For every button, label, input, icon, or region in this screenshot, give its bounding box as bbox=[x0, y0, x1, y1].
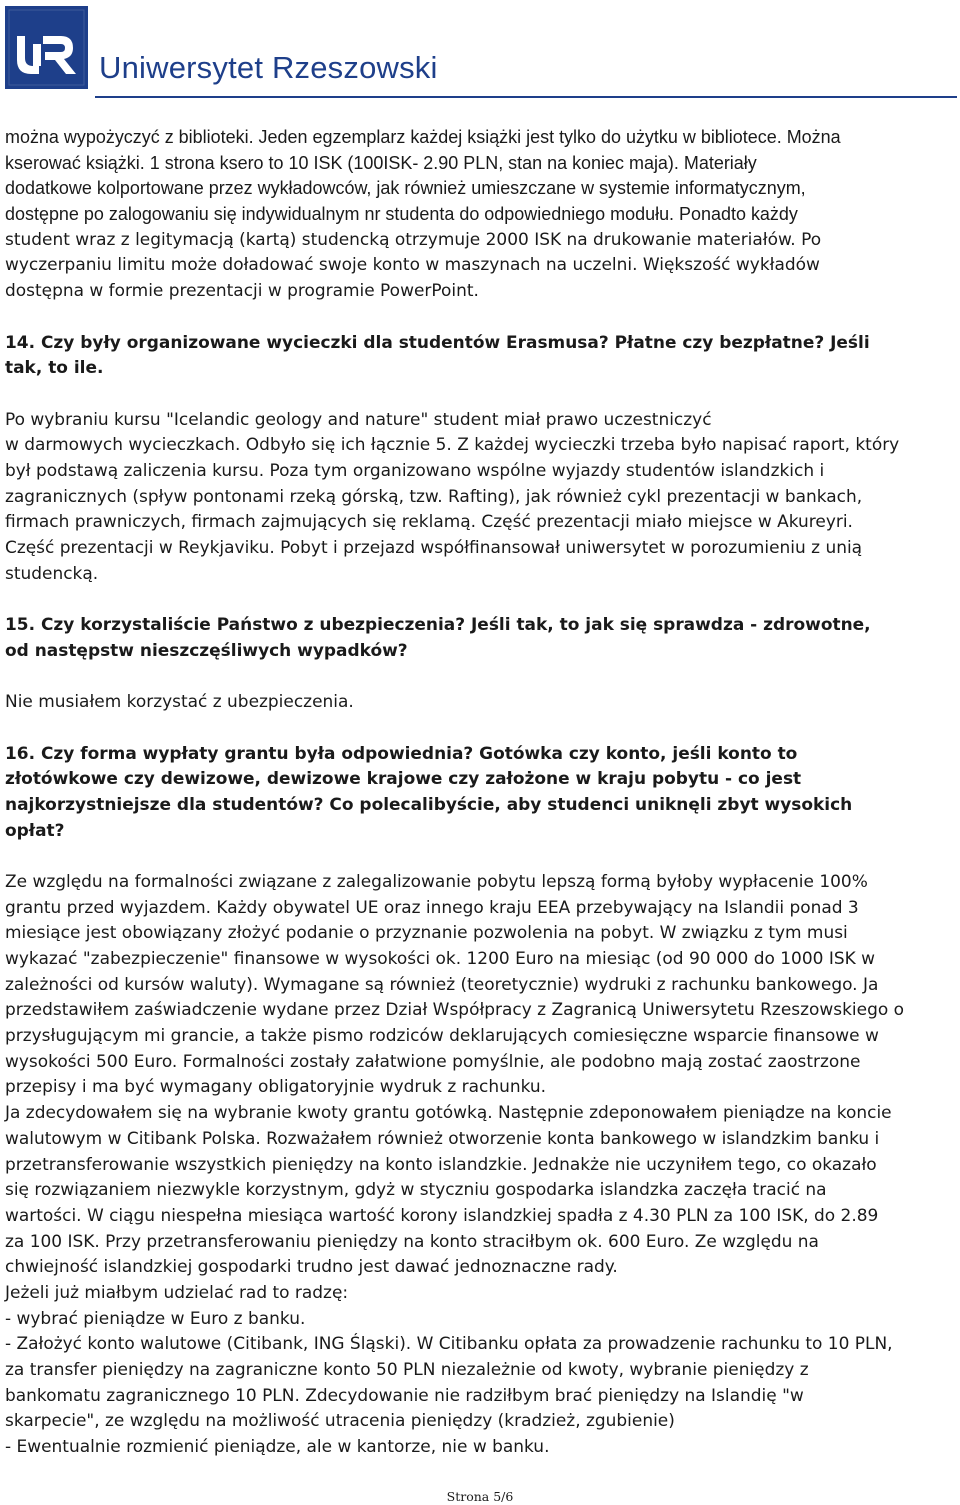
answer-14 bbox=[5, 408, 957, 588]
text-line: można wypożyczyć z biblioteki. Jeden egzemplarz każdej książki jest tylko do użytku w bibliotece. Można bbox=[5, 127, 841, 147]
answer-line: przepisy i ma być wymagany obligatoryjnie wydruk z rachunku. bbox=[5, 1077, 547, 1098]
answer-line: chwiejność islandzkiej gospodarki trudno jest dawać jednoznaczne rady. bbox=[5, 1257, 618, 1278]
text-line: wyczerpaniu limitu może doładować swoje konto w maszynach na uczelni. Większość wykładów bbox=[5, 255, 820, 276]
question-line: najkorzystniejsze dla studentów? Co polecalibyście, aby studenci uniknęli zbyt wysokich bbox=[5, 794, 853, 815]
question-line: tak, to ile. bbox=[5, 358, 104, 379]
header-divider bbox=[95, 96, 957, 98]
question-line: 14. Czy były organizowane wycieczki dla studentów Erasmusa? Płatne czy bezpłatne? Jeśli bbox=[5, 332, 870, 353]
question-line: złotówkowe czy dewizowe, dewizowe krajowe czy założone w kraju pobytu - co jest bbox=[5, 769, 802, 790]
answer-line: przysługującym mi grancie, a także pismo rodziców deklarujących comiesięczne wsparcie finansowe w bbox=[5, 1026, 879, 1047]
text-line: kserować książki. 1 strona ksero to 10 ISK (100ISK- 2.90 PLN, stan na koniec maja). Materiały bbox=[5, 152, 757, 173]
question-line: 15. Czy korzystaliście Państwo z ubezpieczenia? Jeśli tak, to jak się sprawdza - zdrowotne, bbox=[5, 615, 871, 636]
text-line: student wraz z legitymacją (kartą) studencką otrzymuje 2000 ISK na drukowanie materiałów. Po bbox=[5, 229, 822, 250]
page-header bbox=[0, 0, 960, 98]
answer-line: się rozwiązaniem niezwykle korzystnym, gdyż w styczniu gospodarka islandzka zaczęła tracić na bbox=[5, 1180, 827, 1201]
answer-line: studencką. bbox=[5, 563, 99, 584]
text-line: dodatkowe kolportowane przez wykładowców, jak również umieszczane w systemie informatycznym, bbox=[5, 178, 806, 199]
answer-line: przedstawiłem zaświadczenie wydane przez Dział Współpracy z Zagranicą Uniwersytetu Rzeszowskiego o bbox=[5, 1000, 904, 1021]
answer-line: wysokości 500 Euro. Formalności zostały załatwione pomyślnie, ale podobno mają zostać zaostrzone bbox=[5, 1051, 861, 1072]
answer-line: - wybrać pieniądze w Euro z banku. bbox=[5, 1308, 306, 1329]
answer-line: był podstawą zaliczenia kursu. Poza tym organizowano wspólne wyjazdy studentów islandzkich i bbox=[5, 460, 825, 481]
answer-line: - Założyć konto walutowe (Citibank, ING Śląski). W Citibanku opłata za prowadzenie rachunku to 10 PLN, bbox=[5, 1334, 893, 1355]
page-number: Strona 5/6 bbox=[446, 1489, 514, 1504]
text-line: dostępna w formie prezentacji w programie PowerPoint. bbox=[5, 281, 479, 302]
answer-line: w darmowych wycieczkach. Odbyło się ich łącznie 5. Z każdej wycieczki trzeba było napisać raport, który bbox=[5, 435, 900, 456]
university-logo bbox=[5, 6, 88, 89]
question-16 bbox=[5, 742, 957, 845]
ur-logo-icon bbox=[5, 6, 88, 89]
answer-15 bbox=[5, 690, 957, 716]
answer-line: wartości. W ciągu niespełna miesiąca wartość korony islandzkiej spadła z 4.30 PLN za 100 ISK, do 2.89 bbox=[5, 1205, 879, 1226]
answer-line: firmach prawniczych, firmach zajmujących się reklamą. Część prezentacji miało miejsce w Akureyri. bbox=[5, 512, 853, 533]
answer-line: wykazać "zabezpieczenie" finansowe w wysokości ok. 1200 Euro na miesiąc (od 90 000 do 1000 ISK w bbox=[5, 949, 875, 969]
question-14 bbox=[5, 331, 957, 382]
answer-line: za 100 ISK. Przy przetransferowaniu pieniędzy na konto straciłbym ok. 600 Euro. Ze względu na bbox=[5, 1231, 819, 1252]
answer-line: Nie musiałem korzystać z ubezpieczenia. bbox=[5, 692, 354, 713]
answer-line: grantu przed wyjazdem. Każdy obywatel UE oraz innego kraju EEA przebywający na Islandii ponad 3 bbox=[5, 897, 859, 918]
question-line: od następstw nieszczęśliwych wypadków? bbox=[5, 640, 408, 661]
answer-line: Ja zdecydowałem się na wybranie kwoty grantu gotówką. Następnie zdeponowałem pieniądze na koncie bbox=[5, 1103, 892, 1124]
answer-line: przetransferowanie wszystkich pieniędzy na konto islandzkie. Jednakże nie uczyniłem tego, co okazało bbox=[5, 1154, 877, 1175]
answer-line: bankomatu zagranicznego 10 PLN. Zdecydowanie nie radziłbym brać pieniędzy na Islandię "w bbox=[5, 1385, 804, 1406]
answer-line: walutowym w Citibank Polska. Rozważałem również otworzenie konta bankowego w islandzkim banku i bbox=[5, 1128, 880, 1149]
question-line: opłat? bbox=[5, 820, 65, 841]
answer-line: - Ewentualnie rozmienić pieniądze, ale w kantorze, nie w banku. bbox=[5, 1437, 550, 1458]
university-name: Uniwersytet Rzeszowski bbox=[99, 50, 438, 85]
question-line: 16. Czy forma wypłaty grantu była odpowiednia? Gotówka czy konto, jeśli konto to bbox=[5, 743, 798, 764]
answer-16 bbox=[5, 870, 957, 1461]
intro-paragraph bbox=[5, 125, 957, 305]
text-line: dostępne po zalogowaniu się indywidualnym nr studenta do odpowiedniego modułu. Ponadto każdy bbox=[5, 204, 798, 225]
answer-line: Po wybraniu kursu "Icelandic geology and nature" student miał prawo uczestniczyć bbox=[5, 409, 712, 430]
answer-line: zależności od kursów waluty). Wymagane są również (teoretycznie) wydruki z rachunku bankowego. Ja bbox=[5, 974, 879, 995]
answer-line: Ze względu na formalności związane z zalegalizowanie pobytu lepszą formą byłoby wypłacenie 100% bbox=[5, 871, 868, 892]
answer-line: miesiące jest obowiązany złożyć podanie o przyznanie pozwolenia na pobyt. W związku z tym musi bbox=[5, 923, 848, 944]
answer-line: za transfer pieniędzy na zagraniczne konto 50 PLN niezależnie od kwoty, wybranie pieniędzy z bbox=[5, 1360, 809, 1380]
answer-line: Część prezentacji w Reykjaviku. Pobyt i przejazd współfinansował uniwersytet w porozumieniu z unią bbox=[5, 538, 863, 558]
answer-line: Jeżeli już miałbym udzielać rad to radzę: bbox=[5, 1282, 349, 1303]
document-body bbox=[5, 125, 957, 1461]
question-15 bbox=[5, 613, 957, 664]
answer-line: zagranicznych (spływ pontonami rzeką górską, tzw. Rafting), jak również cykl prezentacji w bankach, bbox=[5, 486, 863, 507]
answer-line: skarpecie", ze względu na możliwość utracenia pieniędzy (kradzież, zgubienie) bbox=[5, 1411, 675, 1432]
